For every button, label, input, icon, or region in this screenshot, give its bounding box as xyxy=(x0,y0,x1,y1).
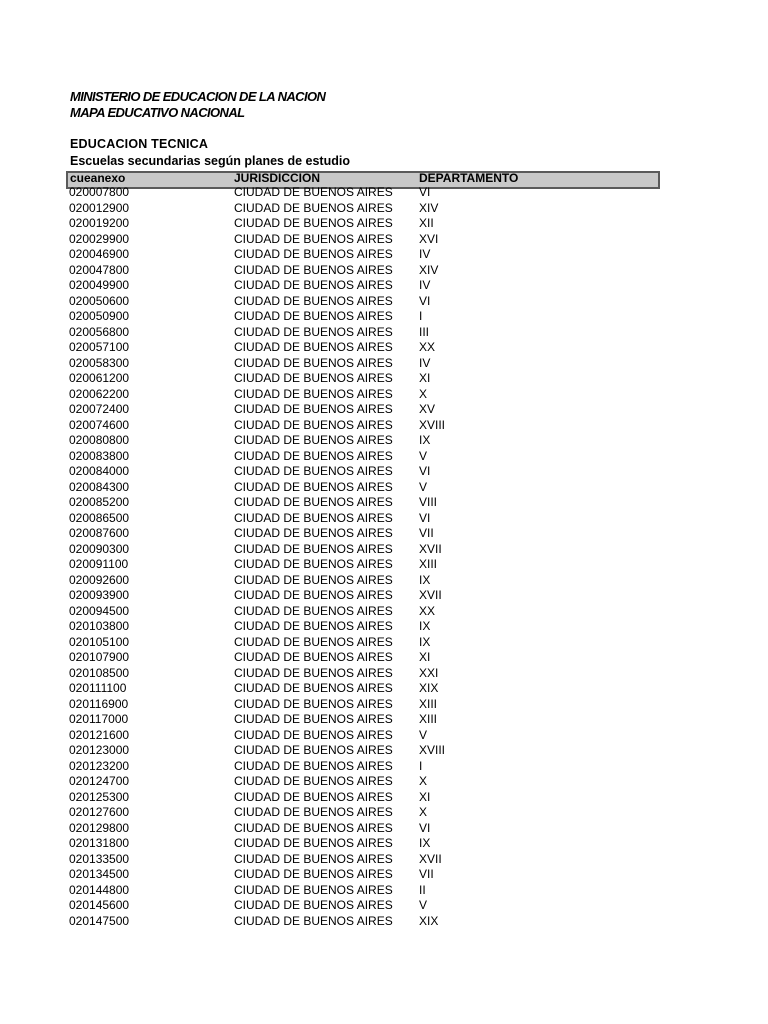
jurisdiccion-cell: CIUDAD DE BUENOS AIRES xyxy=(234,510,393,525)
jurisdiccion-cell: CIUDAD DE BUENOS AIRES xyxy=(234,650,393,664)
jurisdiccion-cell: CIUDAD DE BUENOS AIRES xyxy=(234,185,393,199)
departamento-cell: V xyxy=(419,479,428,494)
cueanexo-cell: 020134500 xyxy=(69,867,130,881)
table-row xyxy=(0,216,768,232)
cueanexo-cell: 020121600 xyxy=(69,727,130,742)
jurisdiccion-cell: CIUDAD DE BUENOS AIRES xyxy=(234,588,393,602)
cueanexo-cell: 020049900 xyxy=(69,278,130,292)
cueanexo-cell: 020019200 xyxy=(69,216,130,230)
departamento-cell: III xyxy=(419,324,430,339)
table-row xyxy=(0,898,768,914)
table-row xyxy=(0,697,768,713)
table-row xyxy=(0,371,768,387)
departamento-cell: XIII xyxy=(419,557,438,571)
cueanexo-cell: 020091100 xyxy=(69,557,129,571)
table-row xyxy=(0,309,768,325)
jurisdiccion-cell: CIUDAD DE BUENOS AIRES xyxy=(234,526,393,540)
table-row xyxy=(0,526,768,542)
table-row xyxy=(0,542,768,558)
departamento-cell: VII xyxy=(419,526,434,540)
cueanexo-cell: 020046900 xyxy=(69,247,130,261)
jurisdiccion-cell: CIUDAD DE BUENOS AIRES xyxy=(234,572,393,587)
cueanexo-cell: 020083800 xyxy=(69,448,130,463)
table-row xyxy=(0,387,768,403)
cueanexo-cell: 020147500 xyxy=(69,913,130,928)
jurisdiccion-cell: CIUDAD DE BUENOS AIRES xyxy=(234,433,393,447)
cueanexo-cell: 020058300 xyxy=(69,355,130,370)
cueanexo-cell: 020127600 xyxy=(69,805,130,819)
departamento-cell: XV xyxy=(419,402,436,416)
jurisdiccion-cell: CIUDAD DE BUENOS AIRES xyxy=(234,898,393,912)
section-title: EDUCACION TECNICA xyxy=(70,137,209,151)
table-body xyxy=(0,185,768,929)
jurisdiccion-cell: CIUDAD DE BUENOS AIRES xyxy=(234,340,393,354)
departamento-cell: XVII xyxy=(419,588,442,602)
jurisdiccion-cell: CIUDAD DE BUENOS AIRES xyxy=(234,247,393,261)
cueanexo-cell: 020085200 xyxy=(69,495,130,509)
cueanexo-cell: 020062200 xyxy=(69,386,130,401)
table-row xyxy=(0,588,768,604)
table-row xyxy=(0,418,768,434)
table-row xyxy=(0,836,768,852)
table-row xyxy=(0,480,768,496)
departamento-cell: IX xyxy=(419,572,431,587)
cueanexo-cell: 020103800 xyxy=(69,619,130,633)
jurisdiccion-cell: CIUDAD DE BUENOS AIRES xyxy=(234,867,393,881)
departamento-cell: V xyxy=(419,448,428,463)
cueanexo-cell: 020072400 xyxy=(69,402,130,416)
table-row xyxy=(0,573,768,589)
departamento-cell: XVI xyxy=(419,231,439,246)
table-row xyxy=(0,464,768,480)
cueanexo-cell: 020012900 xyxy=(69,200,130,215)
departamento-cell: XVII xyxy=(419,541,442,556)
jurisdiccion-cell: CIUDAD DE BUENOS AIRES xyxy=(234,851,393,866)
cueanexo-cell: 020050900 xyxy=(69,309,130,323)
cueanexo-cell: 020105100 xyxy=(69,634,130,649)
table-row xyxy=(0,185,768,201)
table-row xyxy=(0,557,768,573)
table-row xyxy=(0,774,768,790)
departamento-cell: XIV xyxy=(419,200,439,215)
cueanexo-cell: 020007800 xyxy=(69,185,130,199)
departamento-cell: VI xyxy=(419,185,431,199)
table-row xyxy=(0,294,768,310)
departamento-cell: XIII xyxy=(419,712,438,726)
jurisdiccion-cell: CIUDAD DE BUENOS AIRES xyxy=(234,495,393,509)
jurisdiccion-cell: CIUDAD DE BUENOS AIRES xyxy=(234,619,393,633)
jurisdiccion-cell: CIUDAD DE BUENOS AIRES xyxy=(234,665,393,680)
cueanexo-cell: 020108500 xyxy=(69,665,130,680)
departamento-cell: IX xyxy=(419,634,431,649)
table-row xyxy=(0,883,768,899)
cueanexo-cell: 020057100 xyxy=(69,340,130,354)
jurisdiccion-cell: CIUDAD DE BUENOS AIRES xyxy=(234,836,393,850)
table-row xyxy=(0,619,768,635)
departamento-cell: I xyxy=(419,309,423,323)
departamento-cell: XIX xyxy=(419,913,439,928)
departamento-cell: V xyxy=(419,727,428,742)
cueanexo-cell: 020111100 xyxy=(69,681,127,695)
departamento-cell: VI xyxy=(419,293,431,308)
departamento-cell: IV xyxy=(419,355,431,370)
departamento-cell: XIII xyxy=(419,696,438,711)
table-row xyxy=(0,867,768,883)
table-row xyxy=(0,635,768,651)
cueanexo-cell: 020093900 xyxy=(69,588,130,602)
column-header-departamento: DEPARTAMENTO xyxy=(419,171,519,185)
cueanexo-cell: 020074600 xyxy=(69,417,130,432)
jurisdiccion-cell: CIUDAD DE BUENOS AIRES xyxy=(234,386,393,401)
table-row xyxy=(0,666,768,682)
departamento-cell: XI xyxy=(419,789,431,804)
departamento-cell: XIX xyxy=(419,681,439,695)
table-row xyxy=(0,433,768,449)
table-row xyxy=(0,914,768,930)
cueanexo-cell: 020050600 xyxy=(69,293,130,308)
departamento-cell: VIII xyxy=(419,495,438,509)
cueanexo-cell: 020123000 xyxy=(69,743,130,757)
jurisdiccion-cell: CIUDAD DE BUENOS AIRES xyxy=(234,758,393,773)
table-row xyxy=(0,278,768,294)
jurisdiccion-cell: CIUDAD DE BUENOS AIRES xyxy=(234,820,393,835)
column-header-jurisdiccion: JURISDICCION xyxy=(234,171,321,185)
table-row xyxy=(0,402,768,418)
jurisdiccion-cell: CIUDAD DE BUENOS AIRES xyxy=(234,789,393,804)
cueanexo-cell: 020145600 xyxy=(69,898,130,912)
cueanexo-cell: 020123200 xyxy=(69,758,130,773)
departamento-cell: VI xyxy=(419,510,431,525)
jurisdiccion-cell: CIUDAD DE BUENOS AIRES xyxy=(234,216,393,230)
jurisdiccion-cell: CIUDAD DE BUENOS AIRES xyxy=(234,200,393,215)
jurisdiccion-cell: CIUDAD DE BUENOS AIRES xyxy=(234,448,393,463)
cueanexo-cell: 020029900 xyxy=(69,231,130,246)
departamento-cell: II xyxy=(419,882,426,897)
jurisdiccion-cell: CIUDAD DE BUENOS AIRES xyxy=(234,371,393,385)
ministry-title: MINISTERIO DE EDUCACION DE LA NACION xyxy=(70,89,326,104)
departamento-cell: VII xyxy=(419,867,434,881)
table-row xyxy=(0,495,768,511)
table-row xyxy=(0,449,768,465)
table-row xyxy=(0,790,768,806)
departamento-cell: I xyxy=(419,758,423,773)
table-row xyxy=(0,852,768,868)
cueanexo-cell: 020092600 xyxy=(69,572,130,587)
jurisdiccion-cell: CIUDAD DE BUENOS AIRES xyxy=(234,324,393,339)
jurisdiccion-cell: CIUDAD DE BUENOS AIRES xyxy=(234,541,393,556)
table-row xyxy=(0,511,768,527)
departamento-cell: XVIII xyxy=(419,743,446,757)
cueanexo-cell: 020087600 xyxy=(69,526,130,540)
cueanexo-cell: 020056800 xyxy=(69,324,130,339)
table-row xyxy=(0,247,768,263)
jurisdiccion-cell: CIUDAD DE BUENOS AIRES xyxy=(234,727,393,742)
table-row xyxy=(0,325,768,341)
table-row xyxy=(0,728,768,744)
jurisdiccion-cell: CIUDAD DE BUENOS AIRES xyxy=(234,293,393,308)
jurisdiccion-cell: CIUDAD DE BUENOS AIRES xyxy=(234,712,393,726)
cueanexo-cell: 020129800 xyxy=(69,820,130,835)
departamento-cell: XXI xyxy=(419,665,439,680)
jurisdiccion-cell: CIUDAD DE BUENOS AIRES xyxy=(234,603,393,618)
jurisdiccion-cell: CIUDAD DE BUENOS AIRES xyxy=(234,402,393,416)
jurisdiccion-cell: CIUDAD DE BUENOS AIRES xyxy=(234,417,393,432)
departamento-cell: IX xyxy=(419,619,431,633)
departamento-cell: XX xyxy=(419,340,436,354)
cueanexo-cell: 020144800 xyxy=(69,882,130,897)
jurisdiccion-cell: CIUDAD DE BUENOS AIRES xyxy=(234,913,393,928)
cueanexo-cell: 020061200 xyxy=(69,371,130,385)
table-row xyxy=(0,650,768,666)
cueanexo-cell: 020080800 xyxy=(69,433,130,447)
departamento-cell: V xyxy=(419,898,428,912)
cueanexo-cell: 020107900 xyxy=(69,650,130,664)
table-row xyxy=(0,821,768,837)
departamento-cell: X xyxy=(419,805,428,819)
map-title: MAPA EDUCATIVO NACIONAL xyxy=(70,105,245,120)
table-row xyxy=(0,712,768,728)
section-subtitle: Escuelas secundarias según planes de estudio xyxy=(70,154,350,168)
jurisdiccion-cell: CIUDAD DE BUENOS AIRES xyxy=(234,355,393,370)
table-row xyxy=(0,232,768,248)
departamento-cell: XII xyxy=(419,216,434,230)
cueanexo-cell: 020131800 xyxy=(69,836,130,850)
jurisdiccion-cell: CIUDAD DE BUENOS AIRES xyxy=(234,634,393,649)
jurisdiccion-cell: CIUDAD DE BUENOS AIRES xyxy=(234,262,393,277)
departamento-cell: XX xyxy=(419,603,436,618)
departamento-cell: XI xyxy=(419,371,431,385)
table-row xyxy=(0,759,768,775)
cueanexo-cell: 020086500 xyxy=(69,510,130,525)
departamento-cell: IV xyxy=(419,278,431,292)
jurisdiccion-cell: CIUDAD DE BUENOS AIRES xyxy=(234,278,393,292)
table-row xyxy=(0,340,768,356)
cueanexo-cell: 020117000 xyxy=(69,712,129,726)
cueanexo-cell: 020125300 xyxy=(69,789,130,804)
jurisdiccion-cell: CIUDAD DE BUENOS AIRES xyxy=(234,309,393,323)
table-row xyxy=(0,604,768,620)
departamento-cell: X xyxy=(419,774,428,788)
departamento-cell: VI xyxy=(419,464,431,478)
jurisdiccion-cell: CIUDAD DE BUENOS AIRES xyxy=(234,479,393,494)
table-row xyxy=(0,201,768,217)
departamento-cell: XVII xyxy=(419,851,442,866)
jurisdiccion-cell: CIUDAD DE BUENOS AIRES xyxy=(234,882,393,897)
jurisdiccion-cell: CIUDAD DE BUENOS AIRES xyxy=(234,464,393,478)
table-row xyxy=(0,263,768,279)
cueanexo-cell: 020090300 xyxy=(69,541,130,556)
table-row xyxy=(0,743,768,759)
cueanexo-cell: 020133500 xyxy=(69,851,130,866)
table-row xyxy=(0,356,768,372)
departamento-cell: VI xyxy=(419,820,431,835)
table-row xyxy=(0,805,768,821)
jurisdiccion-cell: CIUDAD DE BUENOS AIRES xyxy=(234,743,393,757)
cueanexo-cell: 020124700 xyxy=(69,774,130,788)
cueanexo-cell: 020116900 xyxy=(69,696,129,711)
departamento-cell: IX xyxy=(419,433,431,447)
departamento-cell: IV xyxy=(419,247,431,261)
cueanexo-cell: 020094500 xyxy=(69,603,130,618)
departamento-cell: XVIII xyxy=(419,417,446,432)
jurisdiccion-cell: CIUDAD DE BUENOS AIRES xyxy=(234,231,393,246)
column-header-cueanexo: cueanexo xyxy=(70,171,126,185)
cueanexo-cell: 020084300 xyxy=(69,479,130,494)
departamento-cell: IX xyxy=(419,836,431,850)
departamento-cell: X xyxy=(419,386,428,401)
cueanexo-cell: 020047800 xyxy=(69,262,130,277)
cueanexo-cell: 020084000 xyxy=(69,464,130,478)
jurisdiccion-cell: CIUDAD DE BUENOS AIRES xyxy=(234,696,393,711)
jurisdiccion-cell: CIUDAD DE BUENOS AIRES xyxy=(234,805,393,819)
departamento-cell: XI xyxy=(419,650,431,664)
jurisdiccion-cell: CIUDAD DE BUENOS AIRES xyxy=(234,681,393,695)
departamento-cell: XIV xyxy=(419,262,439,277)
table-row xyxy=(0,681,768,697)
jurisdiccion-cell: CIUDAD DE BUENOS AIRES xyxy=(234,774,393,788)
jurisdiccion-cell: CIUDAD DE BUENOS AIRES xyxy=(234,557,393,571)
